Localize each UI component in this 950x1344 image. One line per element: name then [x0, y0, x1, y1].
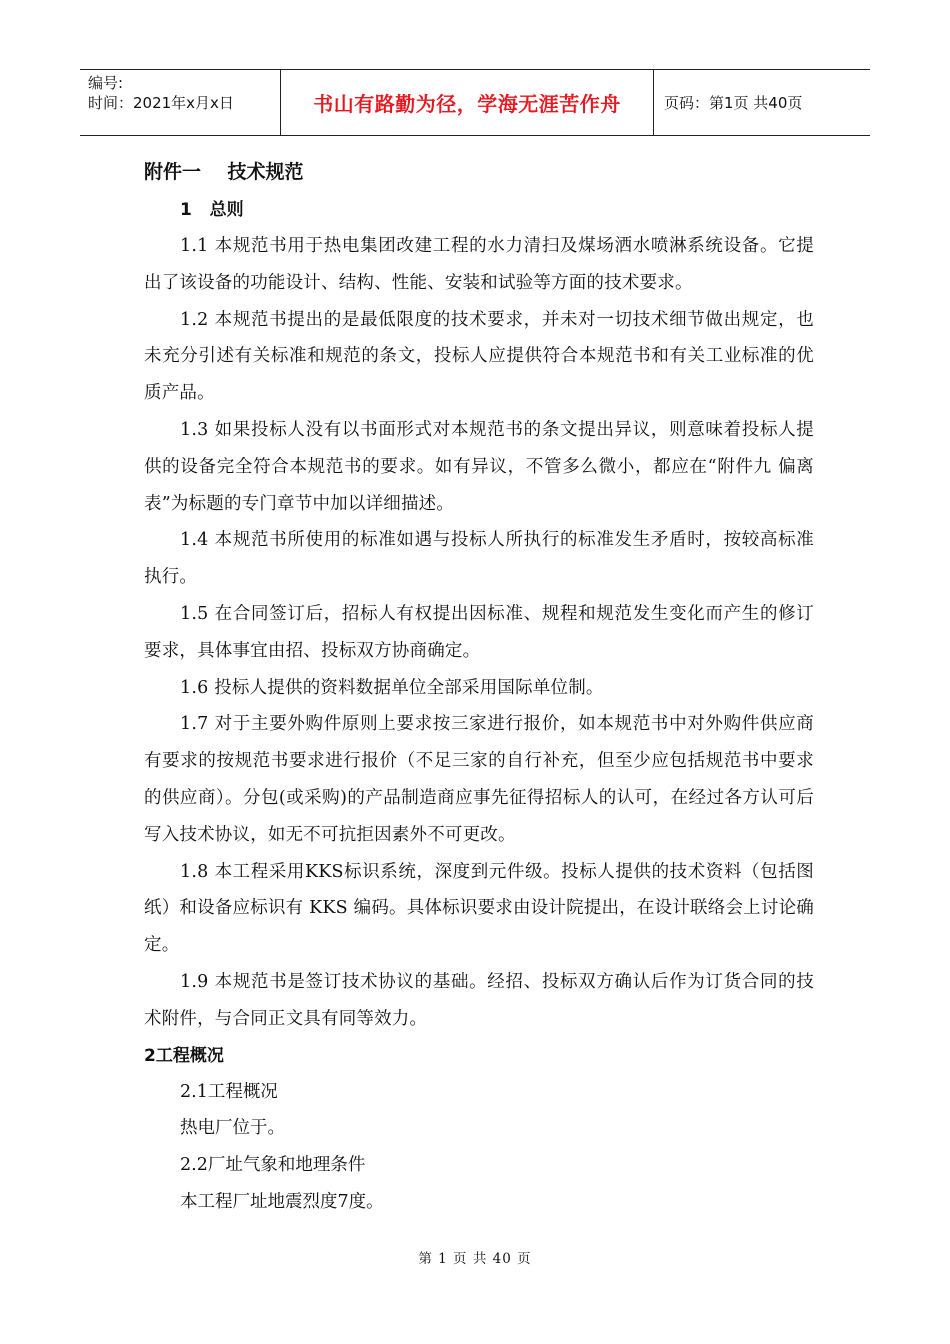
header-motto: 书山有路勤为径，学海无涯苦作舟: [281, 70, 654, 135]
header-page-info: 页码：第1页 共40页: [664, 94, 803, 112]
paragraph-1-6: 1.6 投标人提供的资料数据单位全部采用国际单位制。: [180, 677, 604, 698]
paragraph-1-9: 1.9 本规范书是签订技术协议的基础。经招、投标双方确认后作为订货合同的技术附件，与合同正文具有同等效力。: [144, 971, 814, 1029]
paragraph-1-4: 1.4 本规范书所使用的标准如遇与投标人所执行的标准发生矛盾时，按较高标准执行。: [144, 530, 814, 588]
document-body: [144, 152, 814, 1221]
subheading-2-1: 2.1工程概况: [180, 1081, 278, 1102]
paragraph-1-3: 1.3 如果投标人没有以书面形式对本规范书的条文提出异议，则意味着投标人提供的设备完全符合本规范书的要求。如有异议，不管多么微小，都应在“附件九 偏离表”为标题的专门章节中加以详细描述。: [144, 419, 814, 514]
section-heading-project-overview: 2工程概况: [144, 1045, 224, 1066]
text-seismic-intensity: 本工程厂址地震烈度7度。: [180, 1191, 384, 1212]
page-footer: 第 1 页 共 40 页: [418, 1251, 532, 1267]
paragraph-1-8: 1.8 本工程采用KKS标识系统，深度到元件级。投标人提供的技术资料（包括图纸）和设备应标识有 KKS 编码。具体标识要求由设计院提出，在设计联络会上讨论确定。: [144, 861, 814, 956]
header-meta: [80, 70, 281, 135]
section-heading-general: 1 总则: [180, 200, 244, 220]
subheading-2-2: 2.2厂址气象和地理条件: [180, 1155, 366, 1176]
paragraph-1-1: 1.1 本规范书用于热电集团改建工程的水力清扫及煤场洒水喷淋系统设备。它提出了该设备的功能设计、结构、性能、安装和试验等方面的技术要求。: [144, 236, 814, 293]
document-number-label: 编号:: [88, 74, 124, 92]
document-time-label: 时间：2021年x月x日: [88, 94, 234, 112]
paragraph-1-5: 1.5 在合同签订后，招标人有权提出因标准、规程和规范发生变化而产生的修订要求，具体事宜由招、投标双方协商确定。: [144, 603, 814, 661]
attachment-title: 附件一 技术规范: [144, 161, 304, 183]
paragraph-1-7: 1.7 对于主要外购件原则上要求按三家进行报价，如本规范书中对外购件供应商有要求的按规范书要求进行报价（不足三家的自行补充，但至少应包括规范书中要求的供应商）。分包(或采购)的产品制造商应事先征得招标人的认可，在经过各方认可后写入技术协议，如无不可抗拒因素外不可更改。: [144, 714, 814, 845]
text-plant-location: 热电厂位于。: [180, 1118, 285, 1139]
document-header: [80, 69, 870, 136]
paragraph-1-2: 1.2 本规范书提出的是最低限度的技术要求，并未对一切技术细节做出规定，也未充分引述有关标准和规范的条文，投标人应提供符合本规范书和有关工业标准的优质产品。: [144, 309, 814, 404]
